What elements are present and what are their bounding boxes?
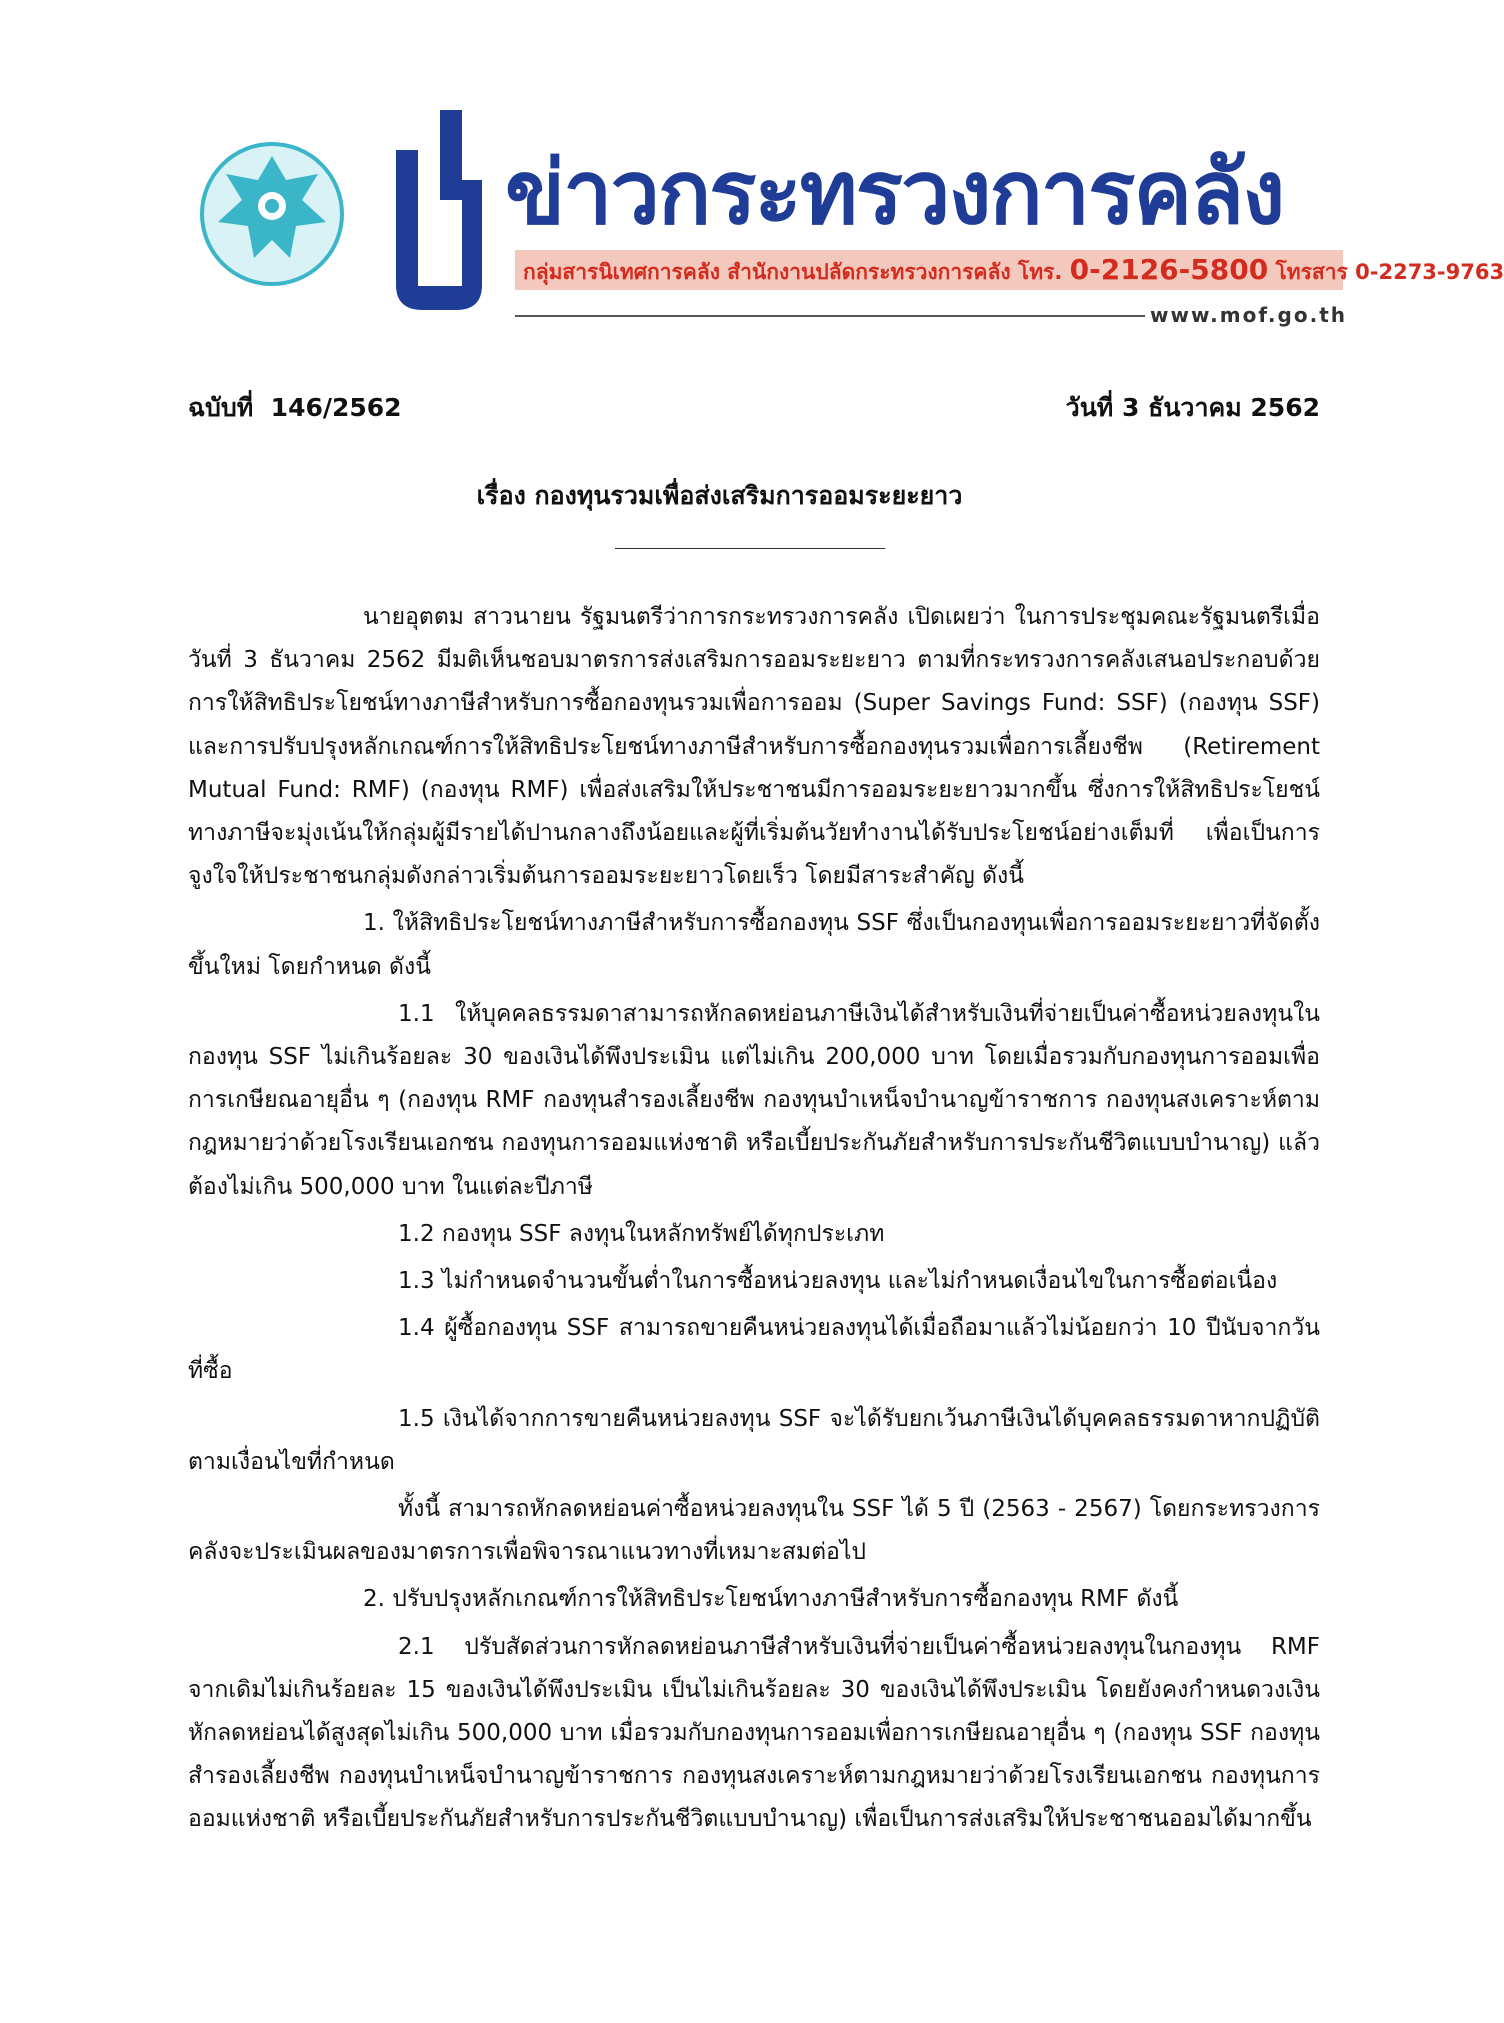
body-paragraph: 1.3 ไม่กำหนดจำนวนขั้นต่ำในการซื้อหน่วยลงทุน และไม่กำหนดเงื่อนไขในการซื้อต่อเนื่อง (398, 1268, 1278, 1295)
website-url: www.mof.go.th (1150, 303, 1347, 327)
body-paragraph: 1.5 เงินได้จากการขายคืนหน่วยลงทุน SSF จะได้รับยกเว้นภาษีเงินได้บุคคลธรรมดาหากปฏิบัติตามเงื่อนไขที่กำหนด (188, 1405, 1320, 1475)
news-header (0, 0, 1504, 340)
body-paragraph: 1. ให้สิทธิประโยชน์ทางภาษีสำหรับการซื้อกองทุน SSF ซึ่งเป็นกองทุนเพื่อการออมระยะยาวที่จัดตั้งขึ้นใหม่ โดยกำหนด ดังนี้ (188, 910, 1320, 980)
fax-number: 0-2273-9763 (1355, 260, 1504, 284)
body-paragraph: 2.1 ปรับสัดส่วนการหักลดหย่อนภาษีสำหรับเงินที่จ่ายเป็นค่าซื้อหน่วยลงทุนในกองทุน RMF จากเดิมไม่เกินร้อยละ 15 ของเงินได้พึงประเมิน เป็นไม่เกินร้อยละ 30 ของเงินได้พึงประเมิน โดยยังคงกำหนดวงเงินหักลดหย่อนได้สูงสุดไม่เกิน 500,000 บาท เมื่อรวมกับกองทุนการออมเพื่อการเกษียณอายุอื่น ๆ (กองทุน SSF กองทุนสำรองเลี้ยงชีพ กองทุนบำเหน็จบำนาญข้าราชการ กองทุนสงเคราะห์ตามกฎหมายว่าด้วยโรงเรียนเอกชน กองทุนการออมแห่งชาติ หรือเบี้ยประกันภัยสำหรับการประกันชีวิตแบบบำนาญ) เพื่อเป็นการส่งเสริมให้ประชาชนออมได้มากขึ้น (188, 1633, 1320, 1833)
issue-value: 146/2562 (270, 393, 402, 422)
masthead-title: ข่าวกระทรวงการคลัง (505, 141, 1284, 244)
issue-number (188, 388, 402, 428)
issue-date: วันที่ 3 ธันวาคม 2562 (1065, 393, 1320, 422)
phone-number: 0-2126-5800 (1069, 253, 1269, 286)
subject-title: เรื่อง กองทุนรวมเพื่อส่งเสริมการออมระยะยาว (476, 481, 963, 510)
body-paragraph: 2. ปรับปรุงหลักเกณฑ์การให้สิทธิประโยชน์ทางภาษีสำหรับการซื้อกองทุน RMF ดังนี้ (363, 1586, 1179, 1613)
fax-label: โทรสาร (1275, 260, 1348, 284)
website-rule (515, 315, 1145, 317)
subject-divider (615, 548, 885, 549)
document-body (188, 596, 1320, 1846)
masthead-mark (378, 110, 496, 320)
issue-label: ฉบับที่ (188, 393, 254, 422)
contact-org: กลุ่มสารนิเทศการคลัง สำนักงานปลัดกระทรวงการคลัง (523, 260, 1011, 284)
contact-band (515, 250, 1504, 290)
body-paragraph: ทั้งนี้ สามารถหักลดหย่อนค่าซื้อหน่วยลงทุนใน SSF ได้ 5 ปี (2563 - 2567) โดยกระทรวงการคลังจะประเมินผลของมาตรการเพื่อพิจารณาแนวทางที่เหมาะสมต่อไป (188, 1496, 1320, 1566)
body-paragraph: นายอุตตม สาวนายน รัฐมนตรีว่าการกระทรวงการคลัง เปิดเผยว่า ในการประชุมคณะรัฐมนตรีเมื่อวันที่ 3 ธันวาคม 2562 มีมติเห็นชอบมาตรการส่งเสริมการออมระยะยาว ตามที่กระทรวงการคลังเสนอประกอบด้วย การให้สิทธิประโยชน์ทางภาษีสำหรับการซื้อกองทุนรวมเพื่อการออม (Super Savings Fund: SSF) (กองทุน SSF) และการปรับปรุงหลักเกณฑ์การให้สิทธิประโยชน์ทางภาษีสำหรับการซื้อกองทุนรวมเพื่อการเลี้ยงชีพ (Retirement Mutual Fund: RMF) (กองทุน RMF) เพื่อส่งเสริมให้ประชาชนมีการออมระยะยาวมากขึ้น ซึ่งการให้สิทธิประโยชน์ทางภาษีจะมุ่งเน้นให้กลุ่มผู้มีรายได้ปานกลางถึงน้อยและผู้ที่เริ่มต้นวัยทำงานได้รับประโยชน์อย่างเต็มที่ เพื่อเป็นการจูงใจให้ประชาชนกลุ่มดังกล่าวเริ่มต้นการออมระยะยาวโดยเร็ว โดยมีสาระสำคัญ ดังนี้ (188, 604, 1320, 890)
body-paragraph: 1.4 ผู้ซื้อกองทุน SSF สามารถขายคืนหน่วยลงทุนได้เมื่อถือมาแล้วไม่น้อยกว่า 10 ปีนับจากวันที่ซื้อ (188, 1315, 1320, 1385)
body-paragraph: 1.1 ให้บุคคลธรรมดาสามารถหักลดหย่อนภาษีเงินได้สำหรับเงินที่จ่ายเป็นค่าซื้อหน่วยลงทุนในกองทุน SSF ไม่เกินร้อยละ 30 ของเงินได้พึงประเมิน แต่ไม่เกิน 200,000 บาท โดยเมื่อรวมกับกองทุนการออมเพื่อการเกษียณอายุอื่น ๆ (กองทุน RMF กองทุนสำรองเลี้ยงชีพ กองทุนบำเหน็จบำนาญข้าราชการ กองทุนสงเคราะห์ตามกฎหมายว่าด้วยโรงเรียนเอกชน กองทุนการออมแห่งชาติ หรือเบี้ยประกันภัยสำหรับการประกันชีวิตแบบบำนาญ) แล้วต้องไม่เกิน 500,000 บาท ในแต่ละปีภาษี (188, 1000, 1320, 1200)
phone-label: โทร. (1017, 260, 1063, 284)
body-paragraph: 1.2 กองทุน SSF ลงทุนในหลักทรัพย์ได้ทุกประเภท (398, 1220, 885, 1247)
garuda-emblem-icon (198, 140, 346, 288)
